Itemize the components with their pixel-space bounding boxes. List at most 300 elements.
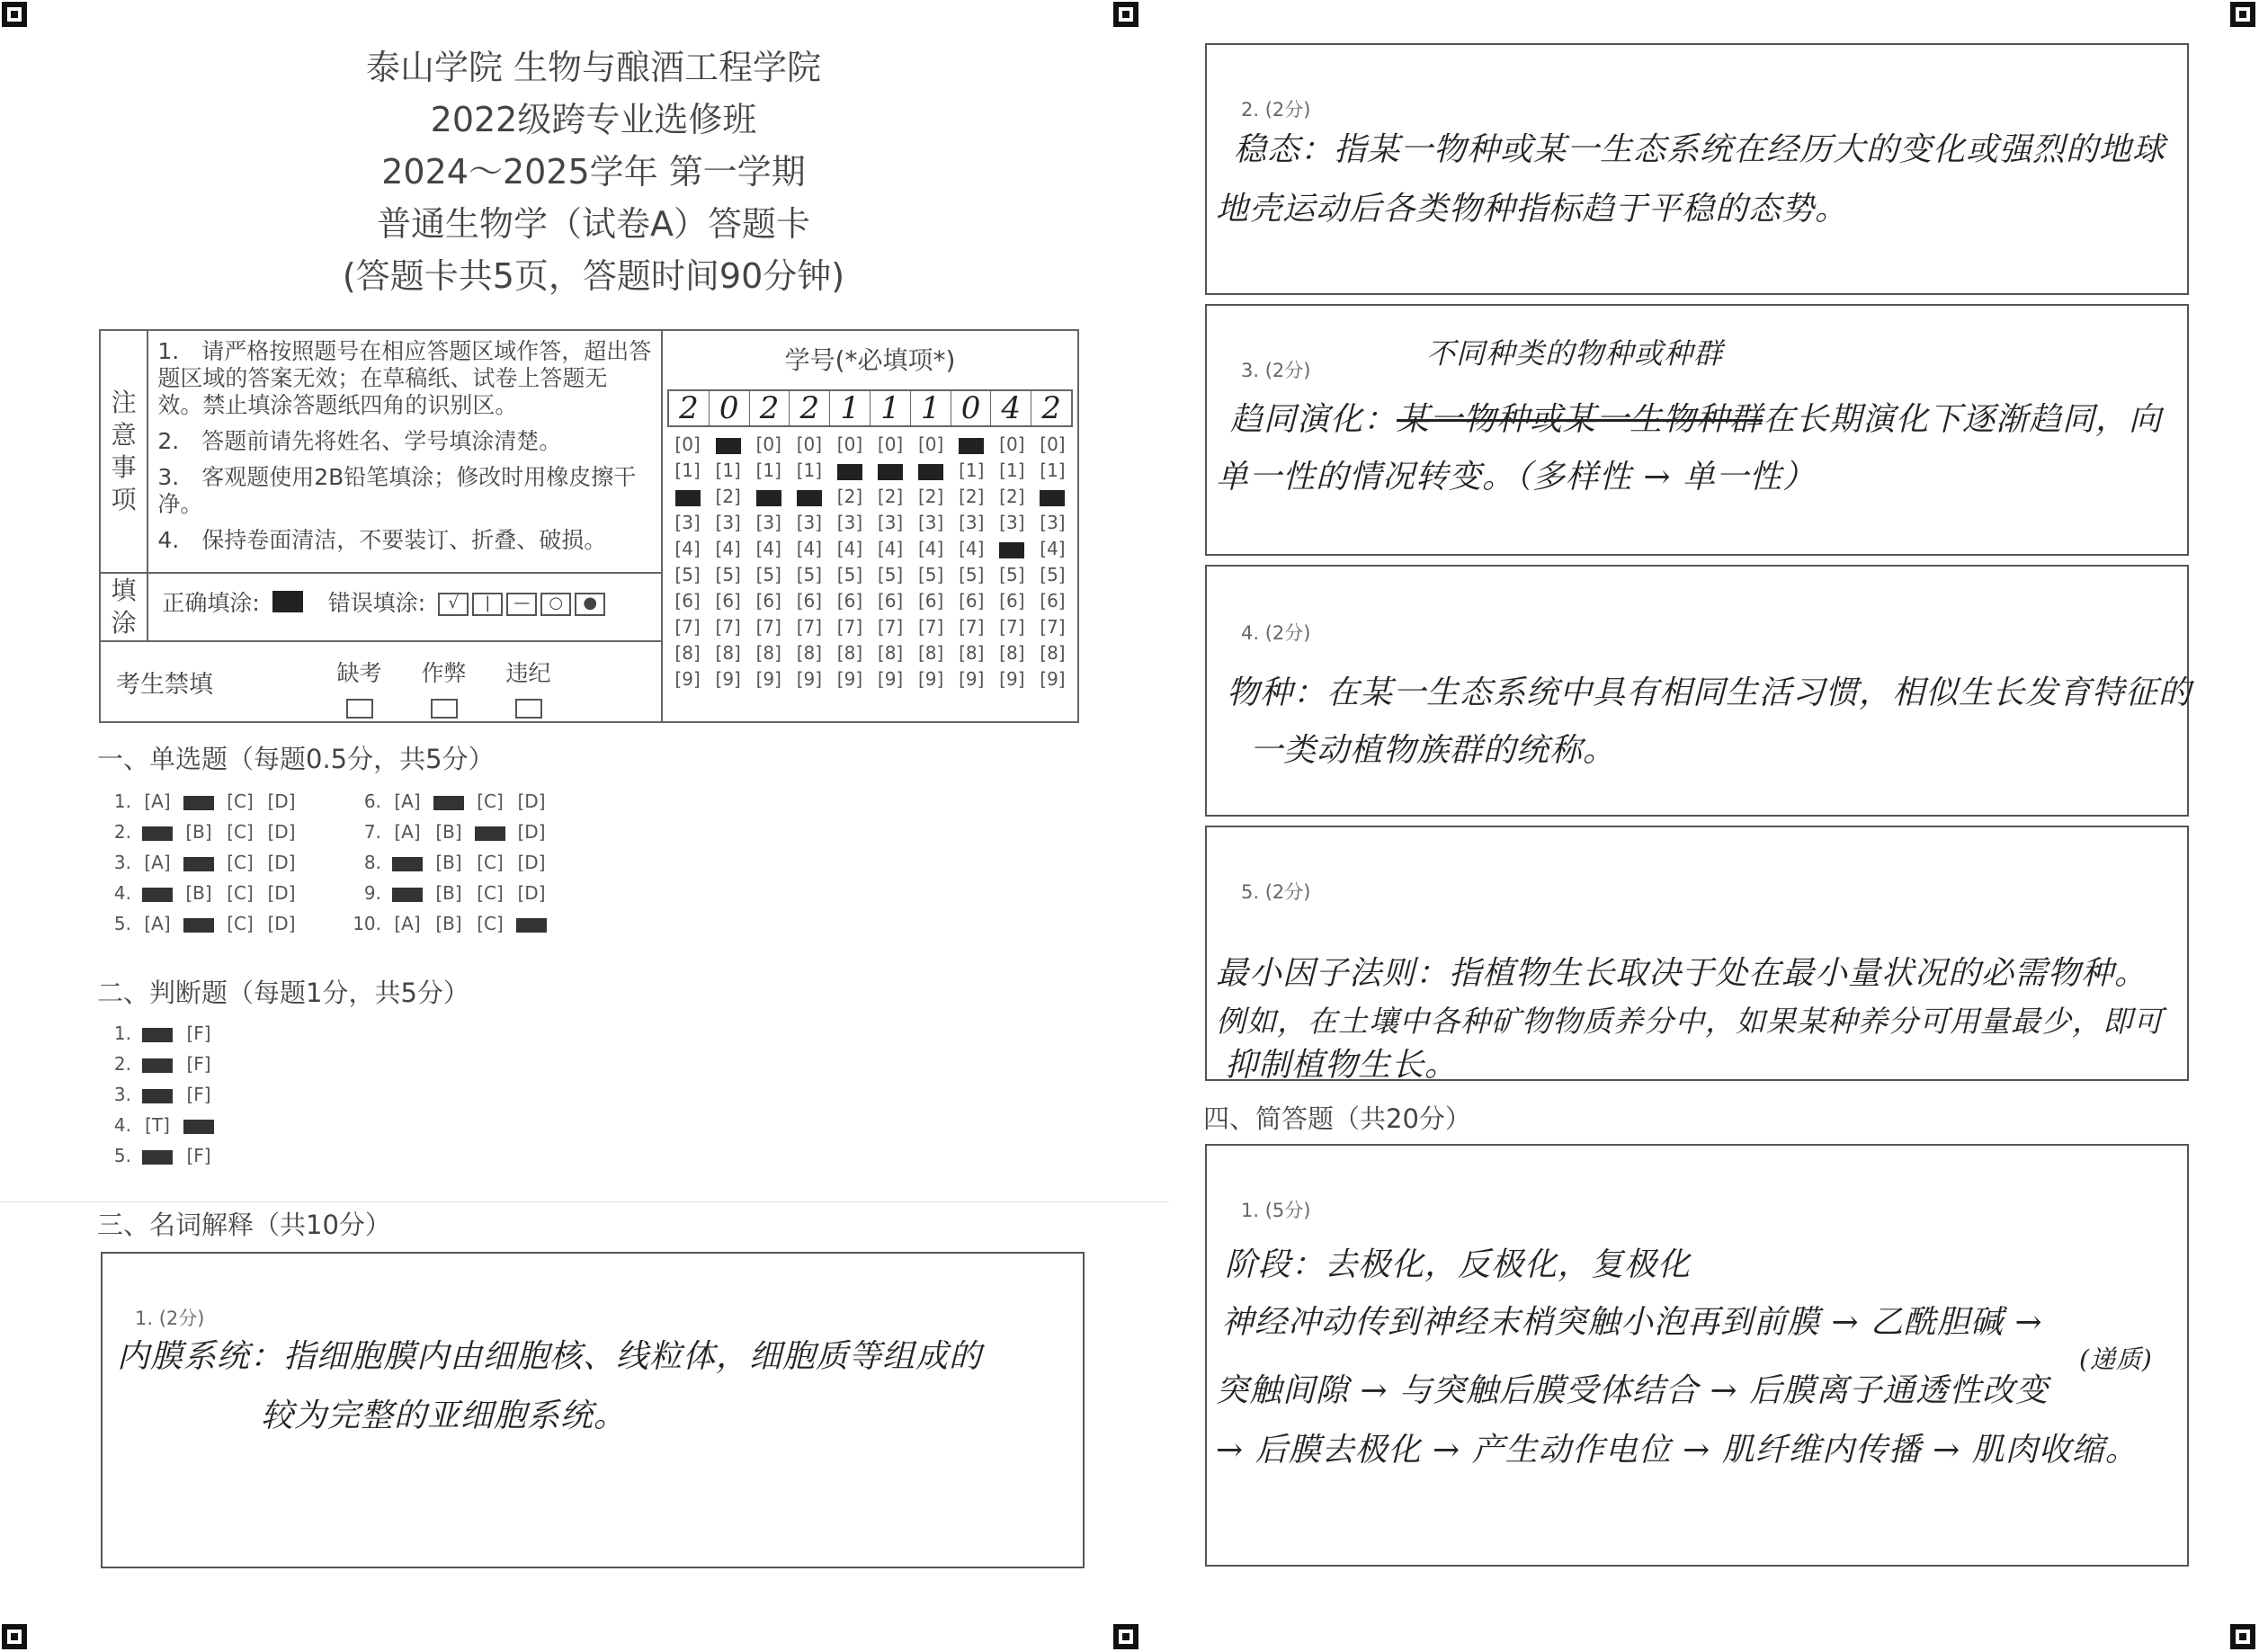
bubble-label: [5] — [959, 564, 985, 585]
choice-bubble[interactable] — [469, 878, 511, 908]
bubble-label: [1] — [715, 460, 741, 481]
bubble-label: [6] — [917, 590, 944, 612]
notice-item-3: 3. 客观题使用2B铅笔填涂；修改时用橡皮擦干净。 — [157, 464, 637, 517]
student-id-bubble[interactable] — [871, 511, 911, 534]
student-id-bubble[interactable] — [992, 615, 1032, 638]
student-id-bubble[interactable] — [911, 641, 951, 665]
student-id-bubble[interactable] — [708, 667, 748, 691]
bubble-label: [1] — [755, 460, 781, 481]
choice-bubble[interactable] — [387, 786, 428, 817]
student-id-bubble[interactable] — [911, 563, 951, 586]
answer-box-term-1[interactable] — [101, 1252, 1085, 1568]
student-id-bubble[interactable] — [1032, 641, 1073, 665]
bubble-label: [3] — [999, 512, 1025, 533]
corner-marker-top-center — [1113, 2, 1138, 27]
judgement-question-row — [97, 1110, 219, 1140]
student-id-bubble[interactable] — [871, 433, 911, 456]
judgement-question-row — [97, 1049, 219, 1079]
bubble-label: [2] — [959, 486, 985, 507]
student-id-bubble[interactable] — [748, 485, 789, 508]
student-id-bubble[interactable] — [829, 433, 870, 456]
judgement-bubble[interactable] — [178, 1018, 219, 1049]
student-id-bubble[interactable] — [667, 667, 708, 691]
mc-column-right — [347, 786, 552, 939]
choice-bubble[interactable] — [387, 847, 428, 878]
student-id-bubble[interactable] — [1032, 511, 1073, 534]
student-id-bubble[interactable] — [667, 563, 708, 586]
choice-bubble-label: [C] — [227, 913, 254, 934]
wrong-fill-sample: ○ — [540, 593, 571, 616]
judgement-bubble[interactable] — [137, 1018, 178, 1049]
student-id-bubble[interactable] — [911, 485, 951, 508]
bubble-label: [0] — [999, 433, 1025, 455]
student-id-bubble[interactable] — [992, 667, 1032, 691]
bubble-label: [7] — [999, 616, 1025, 638]
bubble-label: [1] — [959, 460, 985, 481]
judgement-bubble[interactable] — [137, 1079, 178, 1110]
student-id-bubble[interactable] — [667, 433, 708, 456]
wrong-fill-sample: — — [506, 593, 537, 616]
student-id-bubble[interactable] — [829, 537, 870, 560]
student-id-bubble[interactable] — [829, 589, 870, 612]
bubble-label: [9] — [755, 668, 781, 690]
student-id-bubble[interactable] — [708, 459, 748, 482]
bubble-label: [8] — [836, 642, 863, 664]
student-id-panel — [662, 330, 1078, 722]
bubble-label: [1] — [796, 460, 823, 481]
judgement-bubble-label: [F] — [186, 1053, 211, 1075]
handwritten-insertion: 不同种类的物种或种群 — [1426, 336, 1724, 371]
judgement-bubble[interactable] — [178, 1079, 219, 1110]
student-id-bubble[interactable] — [748, 667, 789, 691]
choice-bubble[interactable] — [469, 908, 511, 939]
student-id-bubble[interactable] — [992, 537, 1032, 560]
choice-bubble[interactable] — [261, 847, 302, 878]
bubble-label: [7] — [674, 616, 701, 638]
student-id-bubble[interactable] — [1032, 589, 1073, 612]
choice-bubble-label: [C] — [477, 913, 504, 934]
student-id-bubble[interactable] — [748, 511, 789, 534]
corner-marker-top-right — [2230, 2, 2255, 27]
student-id-digit[interactable]: 1 — [911, 391, 951, 425]
student-id-digit[interactable]: 4 — [991, 391, 1031, 425]
student-id-bubble[interactable] — [667, 615, 708, 638]
student-id-bubble[interactable] — [667, 511, 708, 534]
student-id-bubble[interactable] — [708, 511, 748, 534]
judgement-question-row — [97, 1140, 219, 1171]
question-number: 8. — [363, 852, 381, 873]
choice-bubble-label: [D] — [267, 790, 296, 812]
bubble-label: [8] — [755, 642, 781, 664]
student-id-bubble[interactable] — [789, 563, 829, 586]
wrong-fill-sample: ● — [575, 593, 605, 616]
answer-text: 趋同演化： — [1230, 401, 1397, 438]
student-id-bubble[interactable] — [871, 589, 911, 612]
bubble-label: [9] — [715, 668, 741, 690]
student-id-bubble[interactable] — [911, 589, 951, 612]
bubble-label: [6] — [836, 590, 863, 612]
question-label: 3. (2分) — [1241, 360, 1311, 381]
student-id-bubble[interactable] — [748, 615, 789, 638]
judgement-bubble[interactable] — [137, 1140, 178, 1171]
bubble-label: [9] — [877, 668, 904, 690]
section4-heading: 四、简答题（共20分） — [1203, 1103, 1471, 1134]
bubble-label: [3] — [755, 512, 781, 533]
student-id-bubble[interactable] — [1032, 537, 1073, 560]
choice-bubble-label: [B] — [185, 821, 212, 843]
bubble-label: [9] — [999, 668, 1025, 690]
student-id-bubble[interactable] — [951, 615, 992, 638]
choice-bubble[interactable] — [219, 786, 261, 817]
student-id-bubble[interactable] — [992, 589, 1032, 612]
student-id-bubble[interactable] — [951, 667, 992, 691]
student-id-digit[interactable]: 2 — [1041, 390, 1061, 426]
student-id-bubble[interactable] — [789, 589, 829, 612]
handwritten-answer-line: → 后膜去极化 → 产生动作电位 → 肌纤维内传播 → 肌肉收缩。 — [1216, 1432, 2138, 1469]
student-id-bubble[interactable] — [1032, 667, 1073, 691]
student-id-bubble[interactable] — [911, 667, 951, 691]
choice-bubble[interactable] — [261, 908, 302, 939]
bubble-label: [3] — [877, 512, 904, 533]
choice-bubble[interactable] — [261, 786, 302, 817]
bubble-label: [3] — [715, 512, 741, 533]
student-id-bubble[interactable] — [871, 563, 911, 586]
student-id-bubble[interactable] — [748, 589, 789, 612]
bubble-label: [5] — [796, 564, 823, 585]
section2-heading: 二、判断题（每题1分，共5分） — [97, 978, 469, 1008]
choice-bubble[interactable] — [387, 908, 428, 939]
student-id-bubble[interactable] — [829, 459, 870, 482]
choice-question-row — [347, 908, 552, 939]
student-id-digit[interactable]: 2 — [669, 391, 710, 425]
handwritten-answer-line: 阶段：去极化，反极化，复极化 — [1225, 1246, 1692, 1283]
bubble-label: [4] — [917, 538, 944, 559]
choice-bubble[interactable] — [137, 817, 178, 847]
choice-question-row — [347, 786, 552, 817]
choice-bubble[interactable] — [511, 817, 552, 847]
bubble-label: [9] — [917, 668, 944, 690]
bubble-label: [5] — [1040, 564, 1066, 585]
answer-box-short-1[interactable] — [1205, 1144, 2189, 1567]
answer-box-term-5[interactable] — [1205, 826, 2189, 1084]
bubble-label: [5] — [715, 564, 741, 585]
bubble-label: [2] — [877, 486, 904, 507]
student-id-bubble[interactable] — [911, 459, 951, 482]
judgement-bubble[interactable] — [178, 1110, 219, 1140]
judgement-bubble[interactable] — [178, 1049, 219, 1079]
student-id-bubble[interactable] — [789, 459, 829, 482]
bubble-label: [7] — [1040, 616, 1066, 638]
choice-bubble[interactable] — [261, 878, 302, 908]
answer-box-term-2[interactable] — [1205, 43, 2189, 295]
bubble-label: [0] — [755, 433, 781, 455]
choice-bubble[interactable] — [137, 878, 178, 908]
choice-bubble[interactable] — [219, 817, 261, 847]
corner-marker-bottom-left — [2, 1624, 27, 1649]
tf-column — [97, 1018, 219, 1171]
student-id-bubble[interactable] — [1032, 433, 1073, 456]
bubble-label: [3] — [836, 512, 863, 533]
student-id-bubble[interactable] — [992, 563, 1032, 586]
choice-bubble-label: [A] — [144, 913, 171, 934]
student-id-bubble[interactable] — [871, 485, 911, 508]
student-id-bubble[interactable] — [789, 641, 829, 665]
bubble-label: [2] — [715, 486, 741, 507]
choice-bubble[interactable] — [261, 817, 302, 847]
student-id-bubble[interactable] — [992, 459, 1032, 482]
choice-bubble[interactable] — [137, 786, 178, 817]
choice-bubble-label: [D] — [517, 882, 546, 904]
fill-label — [100, 573, 147, 641]
student-id-bubble[interactable] — [829, 563, 870, 586]
student-id-digit[interactable]: 2 — [750, 391, 790, 425]
bubble-label: [7] — [755, 616, 781, 638]
corner-marker-top-left — [2, 2, 27, 27]
choice-bubble[interactable] — [219, 908, 261, 939]
choice-bubble[interactable] — [387, 817, 428, 847]
student-id-bubble[interactable] — [748, 459, 789, 482]
student-id-bubble[interactable] — [911, 615, 951, 638]
handwritten-answer-line: 地壳运动后各类物种指标趋于平稳的态势。 — [1216, 191, 1849, 228]
mc-column-left — [97, 786, 302, 939]
bubble-label: [6] — [959, 590, 985, 612]
bubble-label: [6] — [796, 590, 823, 612]
choice-bubble-label: [D] — [267, 882, 296, 904]
student-id-digit[interactable]: 0 — [710, 391, 750, 425]
student-id-bubble[interactable] — [951, 537, 992, 560]
student-id-digit[interactable]: 0 — [951, 391, 992, 425]
student-id-bubble[interactable] — [789, 615, 829, 638]
student-id-digit[interactable]: 1 — [871, 391, 911, 425]
student-id-bubble[interactable] — [911, 511, 951, 534]
notice-label — [100, 330, 147, 573]
forbid-absent-label: 缺考 — [336, 660, 382, 686]
student-id-bubble[interactable] — [667, 641, 708, 665]
judgement-question-row — [97, 1018, 219, 1049]
student-id-digits — [667, 389, 1073, 427]
choice-bubble[interactable] — [387, 878, 428, 908]
bubble-label: [3] — [1040, 512, 1066, 533]
choice-bubble-label: [C] — [227, 882, 254, 904]
struck-text: 某一物种或某一生物种群 — [1397, 401, 1763, 438]
bubble-label: [7] — [715, 616, 741, 638]
bubble-label: [5] — [836, 564, 863, 585]
wrong-fill-label: 错误填涂: — [327, 590, 426, 616]
student-id-bubble[interactable] — [951, 563, 992, 586]
student-id-bubble[interactable] — [789, 511, 829, 534]
question-number: 9. — [363, 882, 381, 904]
bubble-label: [7] — [877, 616, 904, 638]
question-number: 4. — [113, 882, 131, 904]
student-id-bubble[interactable] — [911, 537, 951, 560]
student-id-bubble[interactable] — [1032, 459, 1073, 482]
question-number: 5. — [113, 913, 131, 934]
bubble-label: [4] — [715, 538, 741, 559]
choice-bubble[interactable] — [469, 817, 511, 847]
question-number: 3. — [113, 852, 131, 873]
student-id-bubble[interactable] — [708, 563, 748, 586]
handwritten-answer-line: 单一性的情况转变。（多样性 → 单一性） — [1216, 459, 1817, 496]
correct-fill-sample — [272, 591, 303, 612]
judgement-bubble[interactable] — [137, 1049, 178, 1079]
student-id-bubble[interactable] — [951, 459, 992, 482]
choice-bubble-label: [B] — [435, 913, 462, 934]
bubble-label: [4] — [836, 538, 863, 559]
student-id-bubble[interactable] — [1032, 615, 1073, 638]
student-id-bubble[interactable] — [951, 641, 992, 665]
choice-bubble[interactable] — [511, 786, 552, 817]
student-id-bubble[interactable] — [708, 641, 748, 665]
corner-marker-bottom-right — [2230, 1624, 2255, 1649]
student-id-bubble[interactable] — [1032, 485, 1073, 508]
question-number: 5. — [113, 1145, 131, 1166]
student-id-bubble[interactable] — [871, 459, 911, 482]
student-id-bubble[interactable] — [951, 511, 992, 534]
choice-bubble[interactable] — [178, 847, 219, 878]
student-id-bubble[interactable] — [992, 511, 1032, 534]
student-id-bubble[interactable] — [667, 459, 708, 482]
section3-heading: 三、名词解释（共10分） — [97, 1210, 391, 1240]
bubble-label: [2] — [999, 486, 1025, 507]
choice-question-row — [97, 878, 302, 908]
fill-example-row — [147, 573, 662, 641]
student-id-bubble[interactable] — [708, 615, 748, 638]
choice-bubble-label: [B] — [435, 821, 462, 843]
bubble-label: [0] — [1040, 433, 1066, 455]
bubble-label: [7] — [836, 616, 863, 638]
section1-heading: 一、单选题（每题0.5分，共5分） — [97, 744, 495, 774]
notice-list — [147, 330, 662, 573]
student-id-bubble[interactable] — [829, 615, 870, 638]
handwritten-answer-line — [1230, 394, 2162, 440]
student-id-bubble[interactable] — [708, 537, 748, 560]
answer-box-term-4[interactable] — [1205, 565, 2192, 817]
forbid-absent-checkbox[interactable] — [346, 699, 373, 719]
student-id-bubble[interactable] — [992, 641, 1032, 665]
choice-bubble[interactable] — [511, 847, 552, 878]
choice-bubble[interactable] — [428, 847, 469, 878]
handwritten-answer-line: 一类动植物族群的统称。 — [1250, 732, 1617, 769]
choice-bubble[interactable] — [137, 908, 178, 939]
handwritten-answer-line: 突触间隙 → 与突触后膜受体结合 → 后膜离子通透性改变 — [1216, 1372, 2049, 1409]
student-id-bubble[interactable] — [789, 485, 829, 508]
choice-bubble-label: [A] — [394, 913, 421, 934]
bubble-label: [7] — [796, 616, 823, 638]
instruction-table — [99, 329, 1079, 723]
bubble-label: [5] — [999, 564, 1025, 585]
student-id-bubble[interactable] — [708, 433, 748, 456]
student-id-digit[interactable]: 2 — [790, 391, 830, 425]
student-id-bubble[interactable] — [748, 563, 789, 586]
judgement-bubble[interactable] — [137, 1110, 178, 1140]
bubble-label: [8] — [796, 642, 823, 664]
student-id-bubble[interactable] — [789, 433, 829, 456]
choice-bubble[interactable] — [178, 786, 219, 817]
question-number: 1. — [113, 790, 131, 812]
student-id-bubble[interactable] — [829, 667, 870, 691]
student-id-bubble[interactable] — [829, 641, 870, 665]
choice-bubble[interactable] — [219, 847, 261, 878]
student-id-digit[interactable]: 1 — [830, 391, 871, 425]
bubble-label: [8] — [1040, 642, 1066, 664]
choice-bubble[interactable] — [469, 847, 511, 878]
choice-bubble[interactable] — [137, 847, 178, 878]
student-id-bubble[interactable] — [708, 589, 748, 612]
student-id-bubble[interactable] — [829, 485, 870, 508]
choice-bubble[interactable] — [428, 817, 469, 847]
student-id-bubble[interactable] — [748, 433, 789, 456]
student-id-bubble[interactable] — [829, 511, 870, 534]
choice-bubble[interactable] — [428, 878, 469, 908]
judgement-bubble-label: [T] — [145, 1114, 170, 1136]
choice-bubble[interactable] — [178, 878, 219, 908]
bubble-label: [9] — [1040, 668, 1066, 690]
choice-bubble[interactable] — [428, 786, 469, 817]
student-id-bubble[interactable] — [871, 615, 911, 638]
answer-text: 在长期演化下逐渐趋同，向 — [1763, 401, 2163, 438]
choice-bubble[interactable] — [178, 908, 219, 939]
student-id-bubble[interactable] — [789, 537, 829, 560]
handwritten-answer-line: 内膜系统：指细胞膜内由细胞核、线粒体，细胞质等组成的 — [117, 1338, 983, 1375]
student-id-bubble[interactable] — [708, 485, 748, 508]
bubble-label: [2] — [917, 486, 944, 507]
student-id-bubble[interactable] — [951, 433, 992, 456]
forbid-cheat-checkbox[interactable] — [431, 699, 458, 719]
student-id-bubble[interactable] — [748, 641, 789, 665]
bubble-label: [6] — [715, 590, 741, 612]
choice-bubble[interactable] — [428, 908, 469, 939]
choice-bubble[interactable] — [511, 878, 552, 908]
student-id-bubble[interactable] — [667, 537, 708, 560]
bubble-label: [1] — [999, 460, 1025, 481]
student-id-bubble[interactable] — [871, 641, 911, 665]
student-id-bubble[interactable] — [871, 537, 911, 560]
forbid-violation-checkbox[interactable] — [515, 699, 542, 719]
bubble-label: [8] — [959, 642, 985, 664]
handwritten-answer-line: 最小因子法则：指植物生长取决于处在最小量状况的必需物种。 — [1216, 955, 2148, 992]
student-id-bubble[interactable] — [992, 433, 1032, 456]
question-label: 1. (5分) — [1241, 1200, 1311, 1221]
choice-bubble-label: [D] — [517, 790, 546, 812]
student-id-bubble[interactable] — [871, 667, 911, 691]
choice-bubble[interactable] — [178, 817, 219, 847]
student-id-bubble[interactable] — [911, 433, 951, 456]
notice-label-text: 注意事项 — [111, 388, 137, 514]
student-id-bubble-grid — [664, 433, 1076, 691]
student-id-bubble[interactable] — [1032, 563, 1073, 586]
bubble-label: [8] — [877, 642, 904, 664]
bubble-label: [6] — [877, 590, 904, 612]
judgement-bubble-label: [F] — [186, 1022, 211, 1044]
bubble-label: [5] — [755, 564, 781, 585]
student-id-bubble[interactable] — [667, 485, 708, 508]
choice-bubble[interactable] — [469, 786, 511, 817]
choice-bubble[interactable] — [511, 908, 552, 939]
student-id-bubble[interactable] — [951, 589, 992, 612]
bubble-label: [8] — [999, 642, 1025, 664]
judgement-bubble[interactable] — [178, 1140, 219, 1171]
student-id-bubble[interactable] — [951, 485, 992, 508]
choice-bubble[interactable] — [219, 878, 261, 908]
forbid-row — [100, 641, 662, 722]
question-number: 4. — [113, 1114, 131, 1136]
student-id-bubble[interactable] — [992, 485, 1032, 508]
student-id-bubble[interactable] — [667, 589, 708, 612]
judgement-question-row — [97, 1079, 219, 1110]
answer-box-term-3[interactable] — [1205, 304, 2189, 556]
student-id-bubble[interactable] — [789, 667, 829, 691]
student-id-bubble[interactable] — [748, 537, 789, 560]
